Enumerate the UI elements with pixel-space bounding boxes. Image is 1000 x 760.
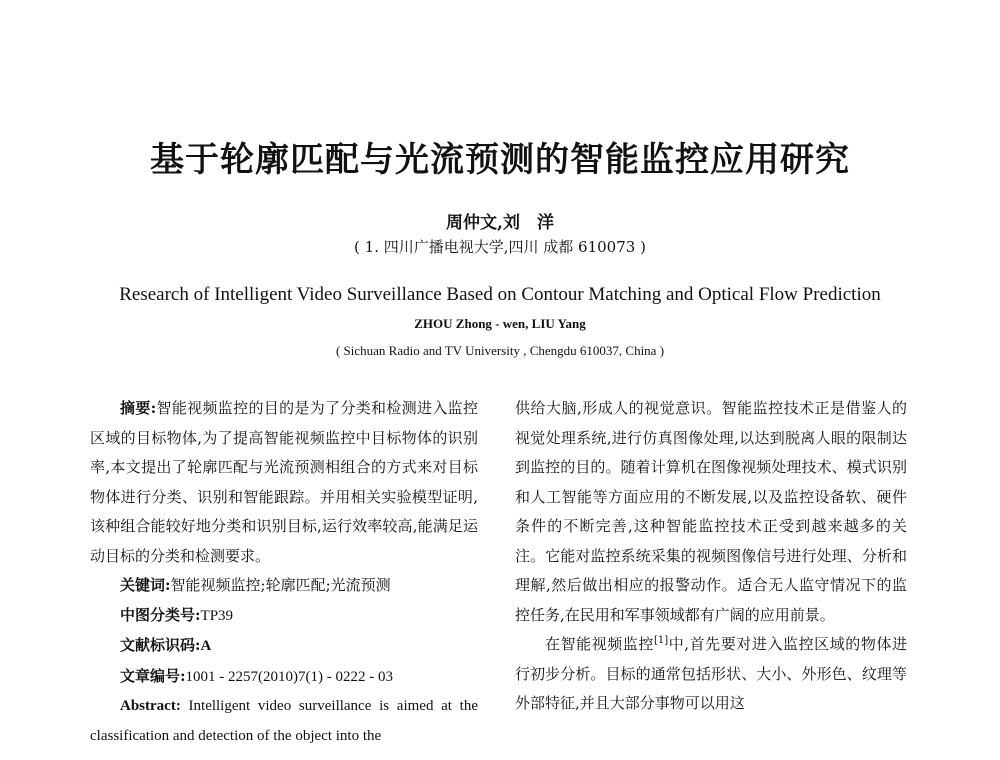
body-paragraph-1: 供给大脑,形成人的视觉意识。智能监控技术正是借鉴人的视觉处理系统,进行仿真图像处理,以达到脱离人眼的限制达到监控的目的。随着计算机在图像视频处理技术、模式识别和人工智能等方面应用的不断发展,以及监控设备软、硬件条件的不断完善,这种智能监控技术正受到越来越多的关注。它能对监控系统采集的视频图像信号进行处理、分析和理解,然后做出相应的报警动作。适合无人监守情况下的监控任务,在民用和军事领域都有广阔的应用前景。 [515, 399, 907, 624]
abstract-text: 智能视频监控的目的是为了分类和检测进入监控区域的目标物体,为了提高智能视频监控中目标物体的识别率,本文提出了轮廓匹配与光流预测相组合的方式来对目标物体进行分类、识别和智能跟踪。并用相关实验模型证明,该种组合能较好地分类和识别目标,运行效率较高,能满足运动目标的分类和检测要求。 [90, 399, 478, 565]
para2-after-ref: 中,首先要对进入监控区域的物体进行初步分析。目标的通常包括形状、大小、外形色、纹理等外部特征,并且大部分事物可以用这 [515, 635, 907, 712]
keywords-value: 智能视频监控;轮廓匹配;光流预测 [170, 576, 391, 594]
article-no-label: 文章编号: [120, 666, 186, 685]
paper-title-en: Research of Intelligent Video Surveillance Based on Contour Matching and Optical Flow Prediction [119, 284, 881, 305]
abstract-en-text: Intelligent video surveillance is aimed at the classification and detection of the object into the [90, 698, 478, 744]
clc-value: TP39 [200, 607, 234, 624]
document-code [90, 631, 478, 662]
keywords-label: 关键词: [120, 576, 171, 594]
right-column [515, 394, 907, 719]
clc-label: 中图分类号: [120, 605, 201, 624]
article-number [90, 662, 478, 693]
affiliation-en: ( Sichuan Radio and TV University , Chengdu 610037, China ) [335, 343, 665, 358]
authors-en: ZHOU Zhong - wen, LIU Yang [414, 316, 586, 331]
clc-number [90, 601, 478, 632]
authors-cn: 周仲文,刘 洋 [446, 213, 554, 233]
left-column [90, 394, 478, 751]
keywords [90, 571, 478, 601]
doc-code-value: A [200, 638, 212, 654]
abstract-cn [90, 394, 478, 571]
paper-title-cn: 基于轮廓匹配与光流预测的智能监控应用研究 [150, 140, 850, 180]
article-no-value: 1001 - 2257(2010)7(1) - 0222 - 03 [185, 668, 394, 685]
doc-code-label: 文献标识码: [120, 636, 201, 654]
citation-ref: [1] [653, 635, 669, 646]
abstract-en [90, 692, 478, 751]
para2-before-ref: 在智能视频监控 [545, 635, 654, 653]
abstract-en-label: Abstract: [120, 698, 181, 714]
affiliation-cn: ( 1. 四川广播电视大学,四川 成都 610073 ) [354, 238, 646, 256]
abstract-label: 摘要: [120, 399, 157, 417]
body-paragraph-2 [515, 630, 907, 719]
